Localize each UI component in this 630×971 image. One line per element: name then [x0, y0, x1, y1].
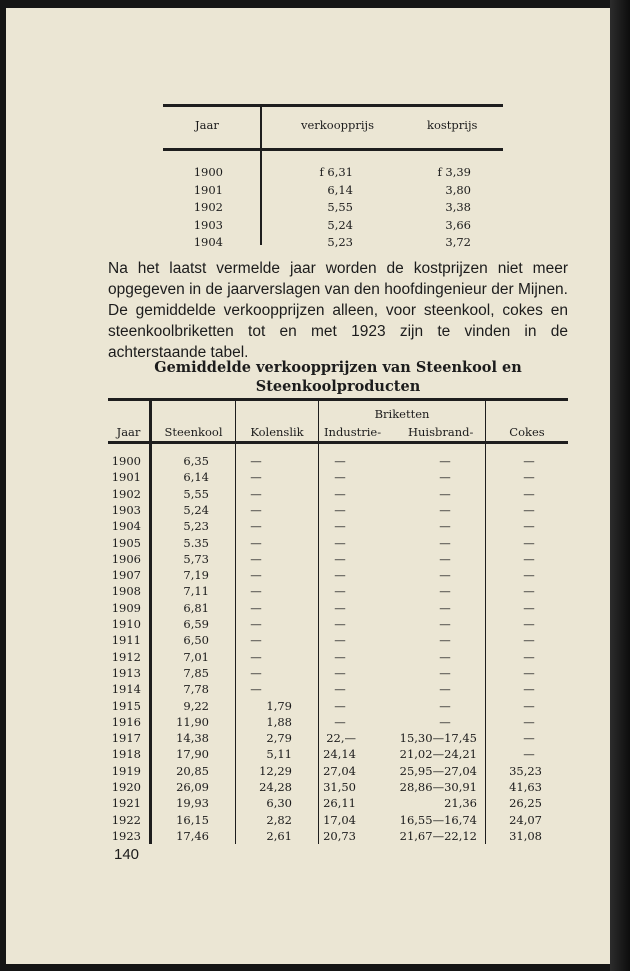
table-cell: 3,38	[445, 200, 471, 215]
table-title	[108, 358, 568, 396]
table-cell: 7,78	[183, 682, 209, 697]
table-cell: —	[523, 519, 535, 534]
table-cell: —	[523, 714, 535, 729]
table-cell: 1919	[111, 763, 141, 778]
table-cell: 1904	[193, 235, 223, 250]
table-cell: 5,55	[327, 200, 353, 215]
table-cell: 1906	[111, 551, 141, 566]
table-cell: —	[439, 568, 451, 583]
table-cell: —	[334, 535, 346, 550]
table-cell: —	[439, 502, 451, 517]
table-cell: 14,38	[176, 731, 209, 746]
table-cell: 1915	[111, 698, 141, 713]
header-briketten: Briketten	[374, 407, 430, 421]
header-steenkool: Steenkool	[164, 425, 223, 439]
table-cell: —	[250, 600, 262, 615]
table-cell: 6,59	[183, 617, 209, 631]
table-cell: —	[250, 617, 262, 631]
book-page	[6, 8, 610, 964]
table-cell: —	[523, 470, 535, 485]
header-kolenslik: Kolenslik	[250, 425, 304, 439]
table-cell: 28,86—30,91	[399, 780, 477, 794]
table-cell: 26,25	[509, 796, 542, 811]
table-cell: —	[334, 568, 346, 583]
table-cell: —	[523, 747, 535, 762]
table-cell: —	[250, 584, 262, 599]
coal-prices-table	[108, 398, 568, 844]
table-cell: —	[439, 649, 451, 664]
table-cell: 1901	[111, 470, 141, 485]
page-number: 140	[114, 846, 140, 863]
table-cell: 27,04	[323, 763, 356, 778]
table-cell: 5,11	[266, 747, 292, 762]
table-cell: —	[334, 551, 346, 566]
table-cell: 19,93	[176, 796, 209, 811]
table-cell: 5,24	[183, 502, 209, 517]
table-cell: 5,23	[183, 519, 209, 534]
table-cell: 1904	[111, 519, 141, 534]
table-cell: —	[334, 600, 346, 615]
table-cell: —	[250, 665, 262, 680]
table-cell: 6,50	[183, 633, 209, 648]
table-cell: —	[523, 568, 535, 583]
table-cell: 24,07	[509, 812, 542, 827]
table-cell: 21,36	[444, 796, 477, 811]
table-cell: 1918	[111, 747, 141, 762]
table-cell: —	[250, 519, 262, 534]
table-cell: 6,14	[327, 182, 353, 197]
table-cell: 1,79	[266, 698, 292, 713]
table-cell: —	[334, 665, 346, 680]
table-cell: 22,—	[326, 731, 356, 746]
table-title-line-1: Gemiddelde verkoopprijzen van Steenkool en	[154, 359, 522, 376]
header-rule	[163, 148, 503, 151]
table-cell: 24,14	[323, 747, 356, 762]
table-cell: 1900	[111, 454, 141, 468]
table-cell: 1902	[193, 200, 223, 215]
table-cell: 1912	[111, 649, 141, 664]
table-cell: f 6,31	[319, 165, 353, 179]
table-cell: 1909	[111, 600, 141, 615]
table-cell: —	[250, 454, 262, 468]
table-cell: 11,90	[176, 714, 209, 729]
table-cell: 1,88	[266, 714, 292, 729]
table-cell: —	[334, 454, 346, 468]
table-cell: —	[439, 665, 451, 680]
table-cell: 1913	[111, 665, 141, 680]
table-cell: —	[439, 633, 451, 648]
table-cell: —	[334, 714, 346, 729]
table-cell: 12,29	[259, 763, 292, 778]
table-cell: 5.35	[183, 535, 209, 550]
header-jaar: Jaar	[116, 425, 141, 439]
price-cost-table	[163, 96, 503, 250]
table-cell: 1921	[111, 796, 141, 811]
table-cell: 26,09	[176, 780, 209, 794]
header-verkoopprijs: verkoopprijs	[301, 118, 374, 132]
table-cell: 1914	[111, 682, 141, 697]
table-cell: 5,24	[327, 217, 353, 232]
table-cell: 3,66	[445, 217, 471, 232]
header-rule	[108, 441, 568, 444]
table-cell: 35,23	[509, 763, 542, 778]
table-cell: —	[250, 568, 262, 583]
table-cell: 1920	[111, 780, 141, 794]
header-industrie: Industrie-	[324, 425, 382, 439]
table-cell: 16,55—16,74	[399, 812, 477, 827]
table-cell: —	[439, 470, 451, 485]
table-cell: 1917	[111, 731, 141, 746]
table-cell: 1903	[111, 502, 141, 517]
header-huisbrand: Huisbrand-	[408, 425, 474, 439]
table-cell: —	[523, 731, 535, 746]
table-cell: —	[250, 682, 262, 697]
table-cell: 1922	[111, 812, 141, 827]
table-cell: 7,19	[183, 568, 209, 583]
table-cell: —	[334, 698, 346, 713]
table-cell: —	[250, 633, 262, 648]
table-cell: —	[439, 551, 451, 566]
table-cell: —	[439, 454, 451, 468]
table-cell: —	[334, 682, 346, 697]
table-cell: —	[439, 584, 451, 599]
table-cell: —	[439, 519, 451, 534]
table-cell: 2,79	[266, 731, 292, 746]
table-cell: —	[523, 665, 535, 680]
header-cokes: Cokes	[509, 425, 545, 439]
table-cell: 7,01	[183, 649, 209, 664]
table-cell: —	[250, 551, 262, 566]
table-cell: —	[439, 486, 451, 501]
table-cell: —	[439, 682, 451, 697]
table-cell: 6,35	[183, 454, 209, 468]
table-cell: —	[250, 470, 262, 485]
table-cell: 6,30	[266, 796, 292, 811]
table-cell: 1900	[193, 165, 223, 179]
table-cell: 3,72	[445, 235, 471, 250]
table-cell: 2,82	[266, 812, 292, 827]
table-cell: 17,46	[176, 828, 209, 843]
table-cell: 1910	[111, 617, 141, 631]
table-cell: —	[334, 649, 346, 664]
book-spine	[610, 0, 630, 971]
table-cell: —	[334, 584, 346, 599]
table-cell: —	[523, 502, 535, 517]
table-cell: 31,08	[509, 828, 542, 843]
table-cell: —	[523, 633, 535, 648]
header-kostprijs: kostprijs	[427, 118, 478, 132]
table-cell: —	[334, 633, 346, 648]
table-cell: —	[523, 617, 535, 631]
table-cell: —	[334, 617, 346, 631]
table-cell: —	[250, 502, 262, 517]
table-cell: 1916	[111, 714, 141, 729]
table-cell: —	[439, 617, 451, 631]
table-cell: —	[334, 470, 346, 485]
table-cell: —	[523, 584, 535, 599]
table-cell: —	[250, 535, 262, 550]
column-divider	[260, 107, 262, 148]
table-top-rule	[163, 104, 503, 107]
table-cell: —	[523, 682, 535, 697]
table-cell: —	[334, 502, 346, 517]
table-cell: 21,67—22,12	[399, 828, 477, 843]
table-cell: 5,23	[327, 235, 353, 250]
table-cell: —	[523, 698, 535, 713]
table-cell: 41,63	[509, 780, 542, 794]
table-cell: —	[523, 535, 535, 550]
table-cell: —	[523, 649, 535, 664]
table-cell: 24,28	[259, 780, 292, 794]
table-cell: 1923	[111, 828, 141, 843]
table-cell: 1905	[111, 535, 141, 550]
body-paragraph: Na het laatst vermelde jaar worden de kostprijzen niet meer opgegeven in de jaarverslagen van den hoofdingenieur der Mijnen. De gemiddelde verkoopprijzen alleen, voor steenkool, cokes en steenkoolbriketten tot en met 1923 zijn te vinden in de achterstaande tabel.	[108, 260, 568, 361]
table-cell: 2,61	[266, 828, 292, 843]
table-cell: 20,73	[323, 828, 356, 843]
table-cell: 1901	[193, 182, 223, 197]
table-cell: 17,04	[323, 812, 356, 827]
table-cell: —	[523, 600, 535, 615]
table-cell: —	[334, 519, 346, 534]
table-cell: —	[334, 486, 346, 501]
table-cell: —	[439, 698, 451, 713]
table-cell: 21,02—24,21	[399, 747, 477, 762]
table-cell: 3,80	[445, 182, 471, 197]
table-cell: —	[250, 649, 262, 664]
column-divider	[260, 151, 262, 245]
table-cell: 1911	[111, 633, 141, 648]
table-cell: 5,55	[183, 486, 209, 501]
table-cell: 16,15	[176, 812, 209, 827]
table-cell: 25,95—27,04	[399, 763, 477, 778]
table-cell: 1903	[193, 217, 223, 232]
header-jaar: Jaar	[195, 118, 219, 132]
table-cell: —	[439, 535, 451, 550]
table-cell: f 3,39	[437, 165, 471, 179]
table-cell: 6,81	[183, 600, 209, 615]
table-cell: —	[523, 454, 535, 468]
table-top-rule	[108, 398, 568, 401]
table-cell: 9,22	[183, 698, 209, 713]
table-cell: 26,11	[323, 796, 356, 811]
table-cell: 20,85	[176, 763, 209, 778]
table-cell: 5,73	[183, 551, 209, 566]
table-cell: 31,50	[323, 780, 356, 794]
table-cell: —	[523, 486, 535, 501]
table-cell: 1907	[111, 568, 141, 583]
table-cell: 1908	[111, 584, 141, 599]
table-cell: —	[250, 486, 262, 501]
table-cell: 6,14	[183, 470, 209, 485]
table-cell: —	[523, 551, 535, 566]
table-cell: 7,11	[183, 584, 209, 599]
table-cell: —	[439, 714, 451, 729]
table-cell: 17,90	[176, 747, 209, 762]
table-cell: —	[439, 600, 451, 615]
table-title-line-2: Steenkoolproducten	[255, 378, 421, 395]
table-cell: 15,30—17,45	[399, 731, 477, 746]
table-cell: 7,85	[183, 665, 209, 680]
table-cell: 1902	[111, 486, 141, 501]
